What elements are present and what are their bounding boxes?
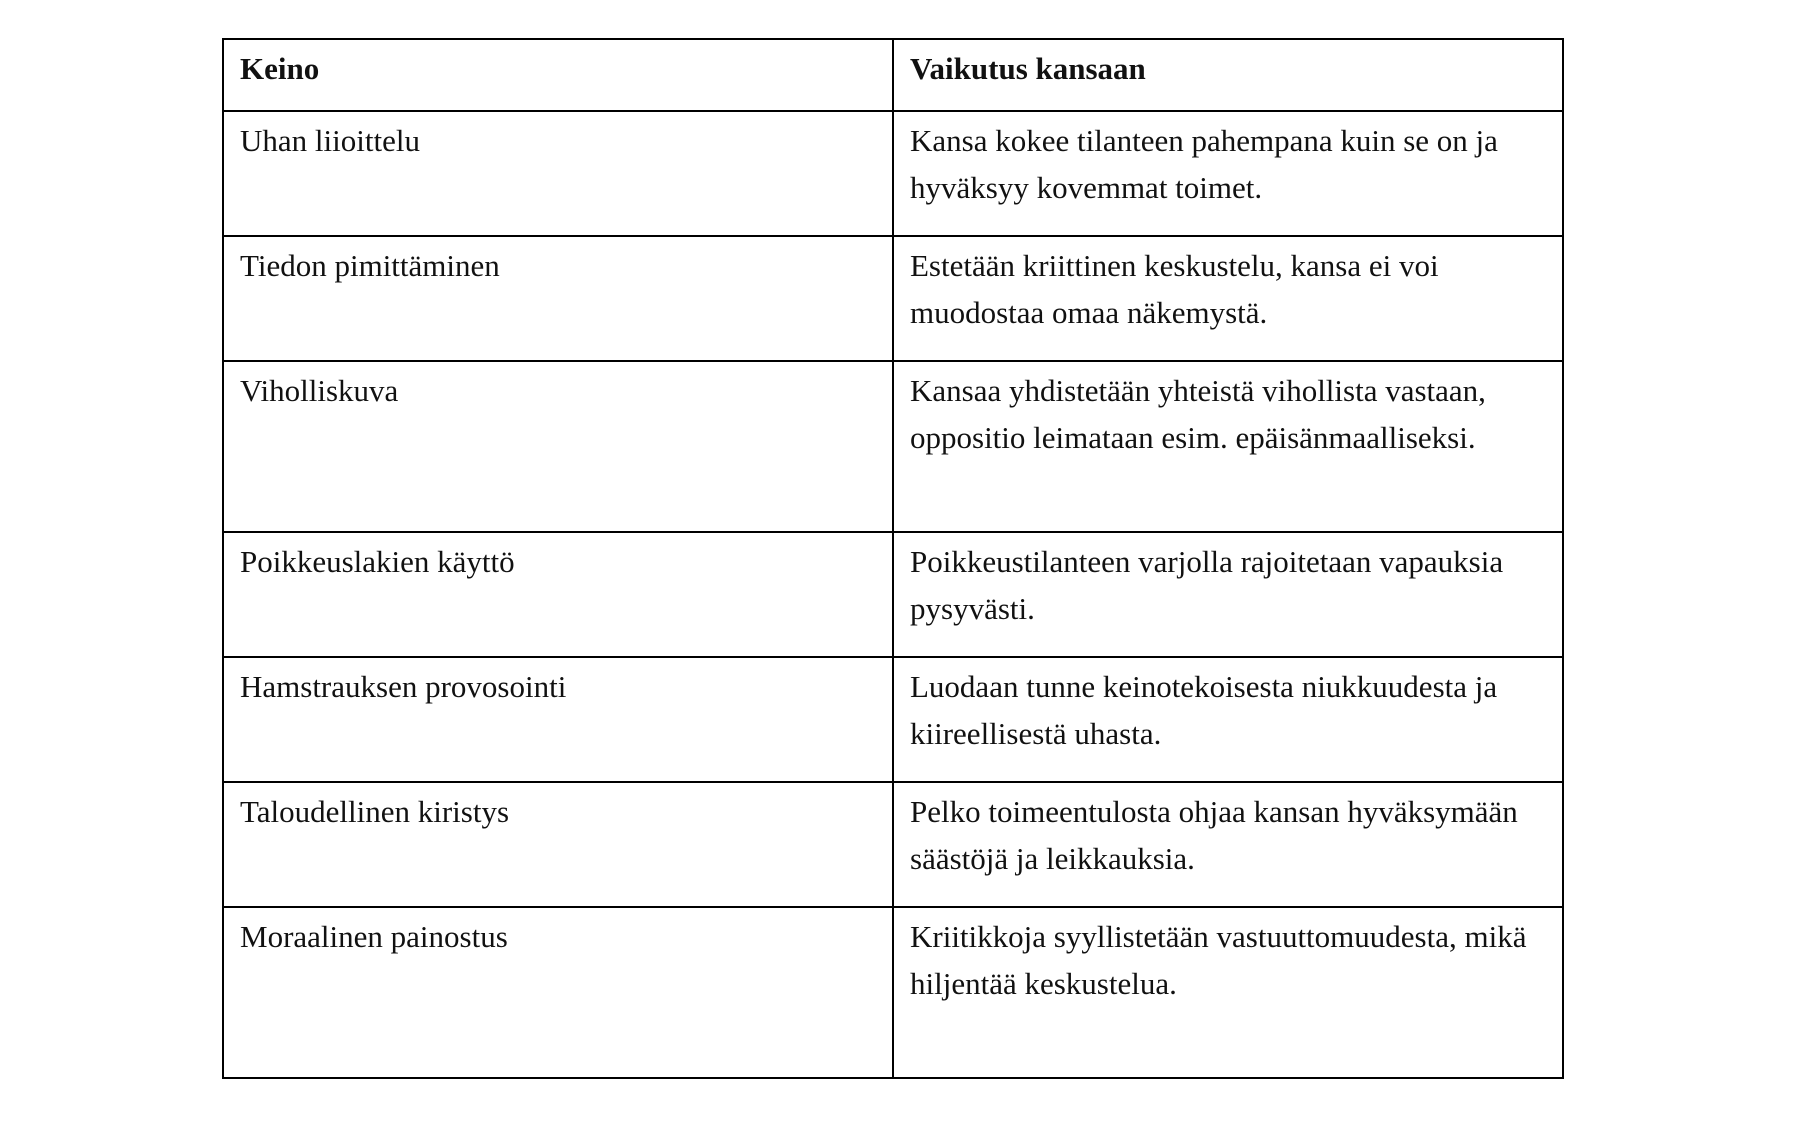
cell-vaikutus: Kriitikkoja syyllistetään vastuuttomuudesta, mikä hiljentää keskustelua. (893, 907, 1563, 1078)
cell-keino: Viholliskuva (223, 361, 893, 532)
cell-vaikutus: Kansa kokee tilanteen pahempana kuin se on ja hyväksyy kovemmat toimet. (893, 111, 1563, 236)
cell-keino: Poikkeuslakien käyttö (223, 532, 893, 657)
cell-vaikutus: Poikkeustilanteen varjolla rajoitetaan vapauksia pysyvästi. (893, 532, 1563, 657)
table-row (223, 532, 1563, 657)
table-row (223, 111, 1563, 236)
table-row (223, 236, 1563, 361)
cell-vaikutus: Pelko toimeentulosta ohjaa kansan hyväksymään säästöjä ja leikkauksia. (893, 782, 1563, 907)
header-vaikutus: Vaikutus kansaan (893, 39, 1563, 111)
table-row (223, 361, 1563, 532)
cell-keino: Tiedon pimittäminen (223, 236, 893, 361)
keino-vaikutus-table (222, 38, 1564, 1079)
cell-keino: Moraalinen painostus (223, 907, 893, 1078)
table-row (223, 782, 1563, 907)
table-header-row (223, 39, 1563, 111)
cell-vaikutus: Estetään kriittinen keskustelu, kansa ei voi muodostaa omaa näkemystä. (893, 236, 1563, 361)
cell-keino: Uhan liioittelu (223, 111, 893, 236)
table-row (223, 657, 1563, 782)
cell-vaikutus: Kansaa yhdistetään yhteistä vihollista vastaan, oppositio leimataan esim. epäisänmaalliseksi. (893, 361, 1563, 532)
cell-keino: Taloudellinen kiristys (223, 782, 893, 907)
cell-keino: Hamstrauksen provosointi (223, 657, 893, 782)
header-keino: Keino (223, 39, 893, 111)
table-row (223, 907, 1563, 1078)
cell-vaikutus: Luodaan tunne keinotekoisesta niukkuudesta ja kiireellisestä uhasta. (893, 657, 1563, 782)
document-table-container (222, 38, 1562, 1079)
